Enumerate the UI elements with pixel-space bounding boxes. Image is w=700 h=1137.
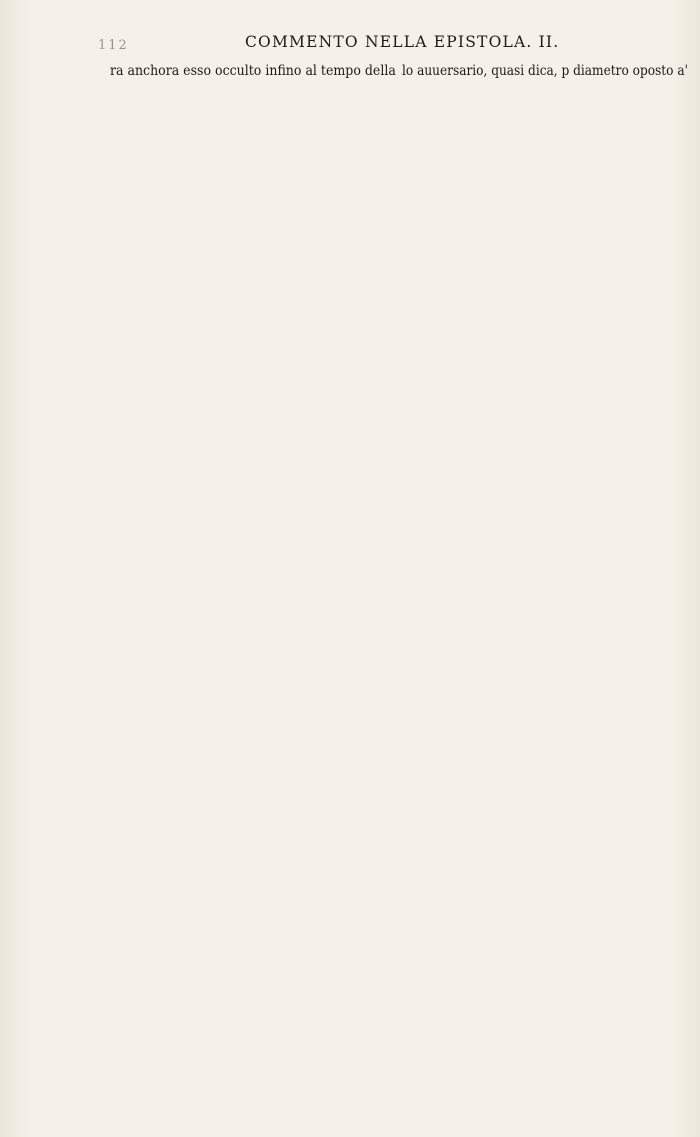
running-head: COMMENTO NELLA EPISTOLA. II.	[245, 33, 560, 51]
text-line: lo auuersario, quasi dica, p diametro oposto a'	[402, 63, 688, 79]
page-number: 112	[98, 38, 129, 53]
left-column	[110, 61, 398, 82]
right-column	[402, 61, 690, 82]
text-line: ra anchora esso occulto infino al tempo della	[110, 63, 396, 79]
